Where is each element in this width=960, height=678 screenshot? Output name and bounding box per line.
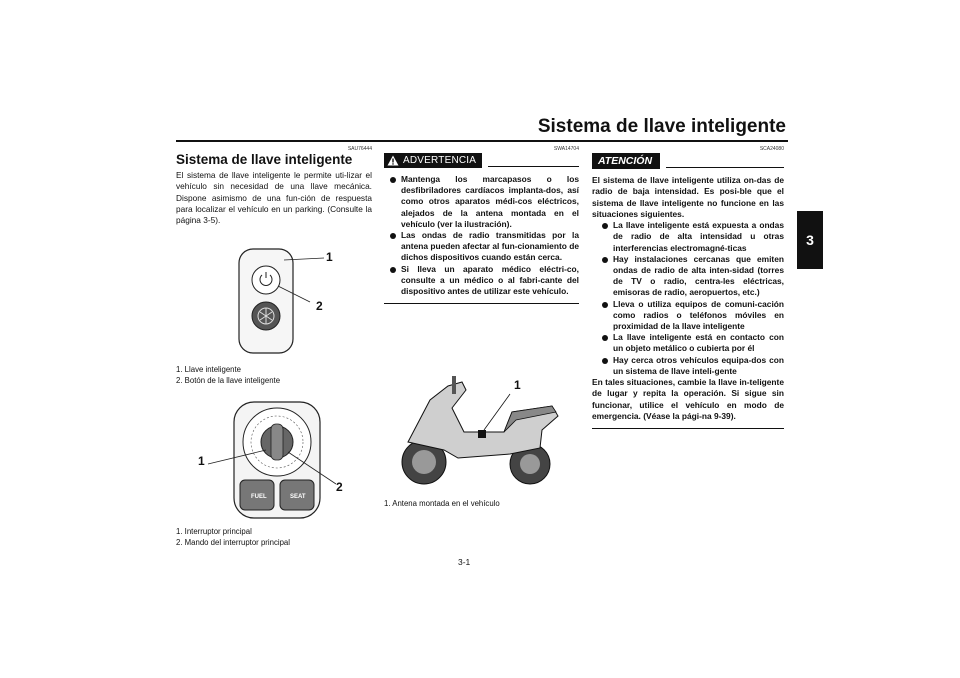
scooter-figure (392, 372, 572, 492)
warning-badge (384, 153, 482, 168)
list-item: La llave inteligente está en contacto con un objeto metálico o cubierta por él (600, 332, 784, 354)
list-item: Las ondas de radio transmitidas por la antena pueden afectar al fun-cionamiento de dichos dispositivos cuando están cerca. (388, 230, 579, 264)
page-number: 3-1 (458, 557, 471, 567)
header-rule (176, 140, 788, 142)
caption-2: 2. Mando del interruptor principal (176, 538, 290, 547)
seat-button-label: SEAT (290, 494, 306, 500)
warning-triangle-icon (387, 155, 399, 166)
warning-code: SWA14704 (553, 146, 579, 152)
notice-end-rule (592, 428, 784, 429)
main-switch-illustration (196, 400, 356, 520)
bullet-icon (602, 302, 608, 308)
middle-column (384, 146, 579, 304)
caption-1: 1. Llave inteligente (176, 365, 242, 374)
figure1-captions (176, 364, 280, 386)
notice-list (592, 220, 784, 377)
bullet-icon (602, 358, 608, 364)
list-item: Si lleva un aparato médico eléctri-co, consulte a un médico o al fabri-cante del dispositivo antes de utilizar este vehículo. (388, 264, 579, 298)
callout-2: 2 (316, 299, 323, 313)
list-item: Hay instalaciones cercanas que emiten ondas de radio de alta inten-sidad (torres de TV o radio, centra-les eléctricas, emisoras de radio, aeropuertos, etc.) (600, 254, 784, 299)
right-column (592, 146, 784, 429)
notice-outro: En tales situaciones, cambie la llave in-teligente de lugar y repita la operación. Si sigue sin funcionar, utilice el vehículo en modo de emergencia. (Véase la pági-na 9-39). (592, 377, 784, 421)
bullet-icon (390, 177, 396, 183)
intro-paragraph: El sistema de llave inteligente le permite uti-lizar el vehículo sin necesidad de una llave mecánica. Dispone asimismo de una fun-ción de respuesta para localizar el vehículo en un parking. (Consulte la página 3-5). (176, 170, 372, 226)
callout-1: 1 (514, 378, 521, 392)
bullet-icon (390, 233, 396, 239)
list-item: Mantenga los marcapasos o los desfibriladores cardíacos implanta-dos, así como otros aparatos médi-cos eléctricos, alejados de la antena montada en el vehículo (ver la ilustración). (388, 174, 579, 230)
list-item: La llave inteligente está expuesta a ondas de radio de alta intensidad u otras interferencias electromagné-ticas (600, 220, 784, 254)
warning-header (384, 153, 579, 168)
notice-code: SCA24080 (759, 146, 784, 152)
page-header-title: Sistema de llave inteligente (537, 116, 786, 137)
notice-badge: ATENCIÓN (592, 153, 660, 169)
scooter-illustration (392, 372, 572, 492)
fuel-button-label: FUEL (251, 494, 267, 500)
main-switch-figure (196, 400, 356, 520)
notice-header (592, 153, 784, 169)
warning-badge-label: ADVERTENCIA (403, 155, 477, 166)
warning-list (384, 174, 579, 297)
caption-1: 1. Interruptor principal (176, 527, 252, 536)
notice-intro: El sistema de llave inteligente utiliza on-das de radio de baja intensidad. Es posi-ble que el sistema de llave inteligente no funcione en las situaciones siguientes. (592, 175, 784, 219)
warning-header-rule (488, 166, 579, 167)
scooter-caption: 1. Antena montada en el vehículo (384, 499, 500, 508)
caption-2: 2. Botón de la llave inteligente (176, 376, 281, 385)
smart-key-illustration (236, 246, 340, 360)
list-item: Lleva o utiliza equipos de comuni-cación como radios o teléfonos móviles en proximidad de la llave inteligente (600, 299, 784, 333)
chapter-tab: 3 (797, 211, 823, 269)
bullet-icon (602, 223, 608, 229)
section-title: Sistema de llave inteligente (176, 152, 353, 167)
warning-end-rule (384, 303, 579, 304)
left-column (176, 146, 372, 226)
smart-key-figure (236, 246, 340, 360)
figure2-captions (176, 526, 290, 548)
callout-1: 1 (326, 250, 333, 264)
list-item: Hay cerca otros vehículos equipa-dos con un sistema de llave inteli-gente (600, 355, 784, 377)
section-code: SAU76444 (347, 146, 372, 152)
notice-header-rule (666, 167, 784, 168)
bullet-icon (602, 257, 608, 263)
callout-2: 2 (336, 480, 343, 494)
callout-1: 1 (198, 454, 205, 468)
bullet-icon (390, 267, 396, 273)
bullet-icon (602, 335, 608, 341)
